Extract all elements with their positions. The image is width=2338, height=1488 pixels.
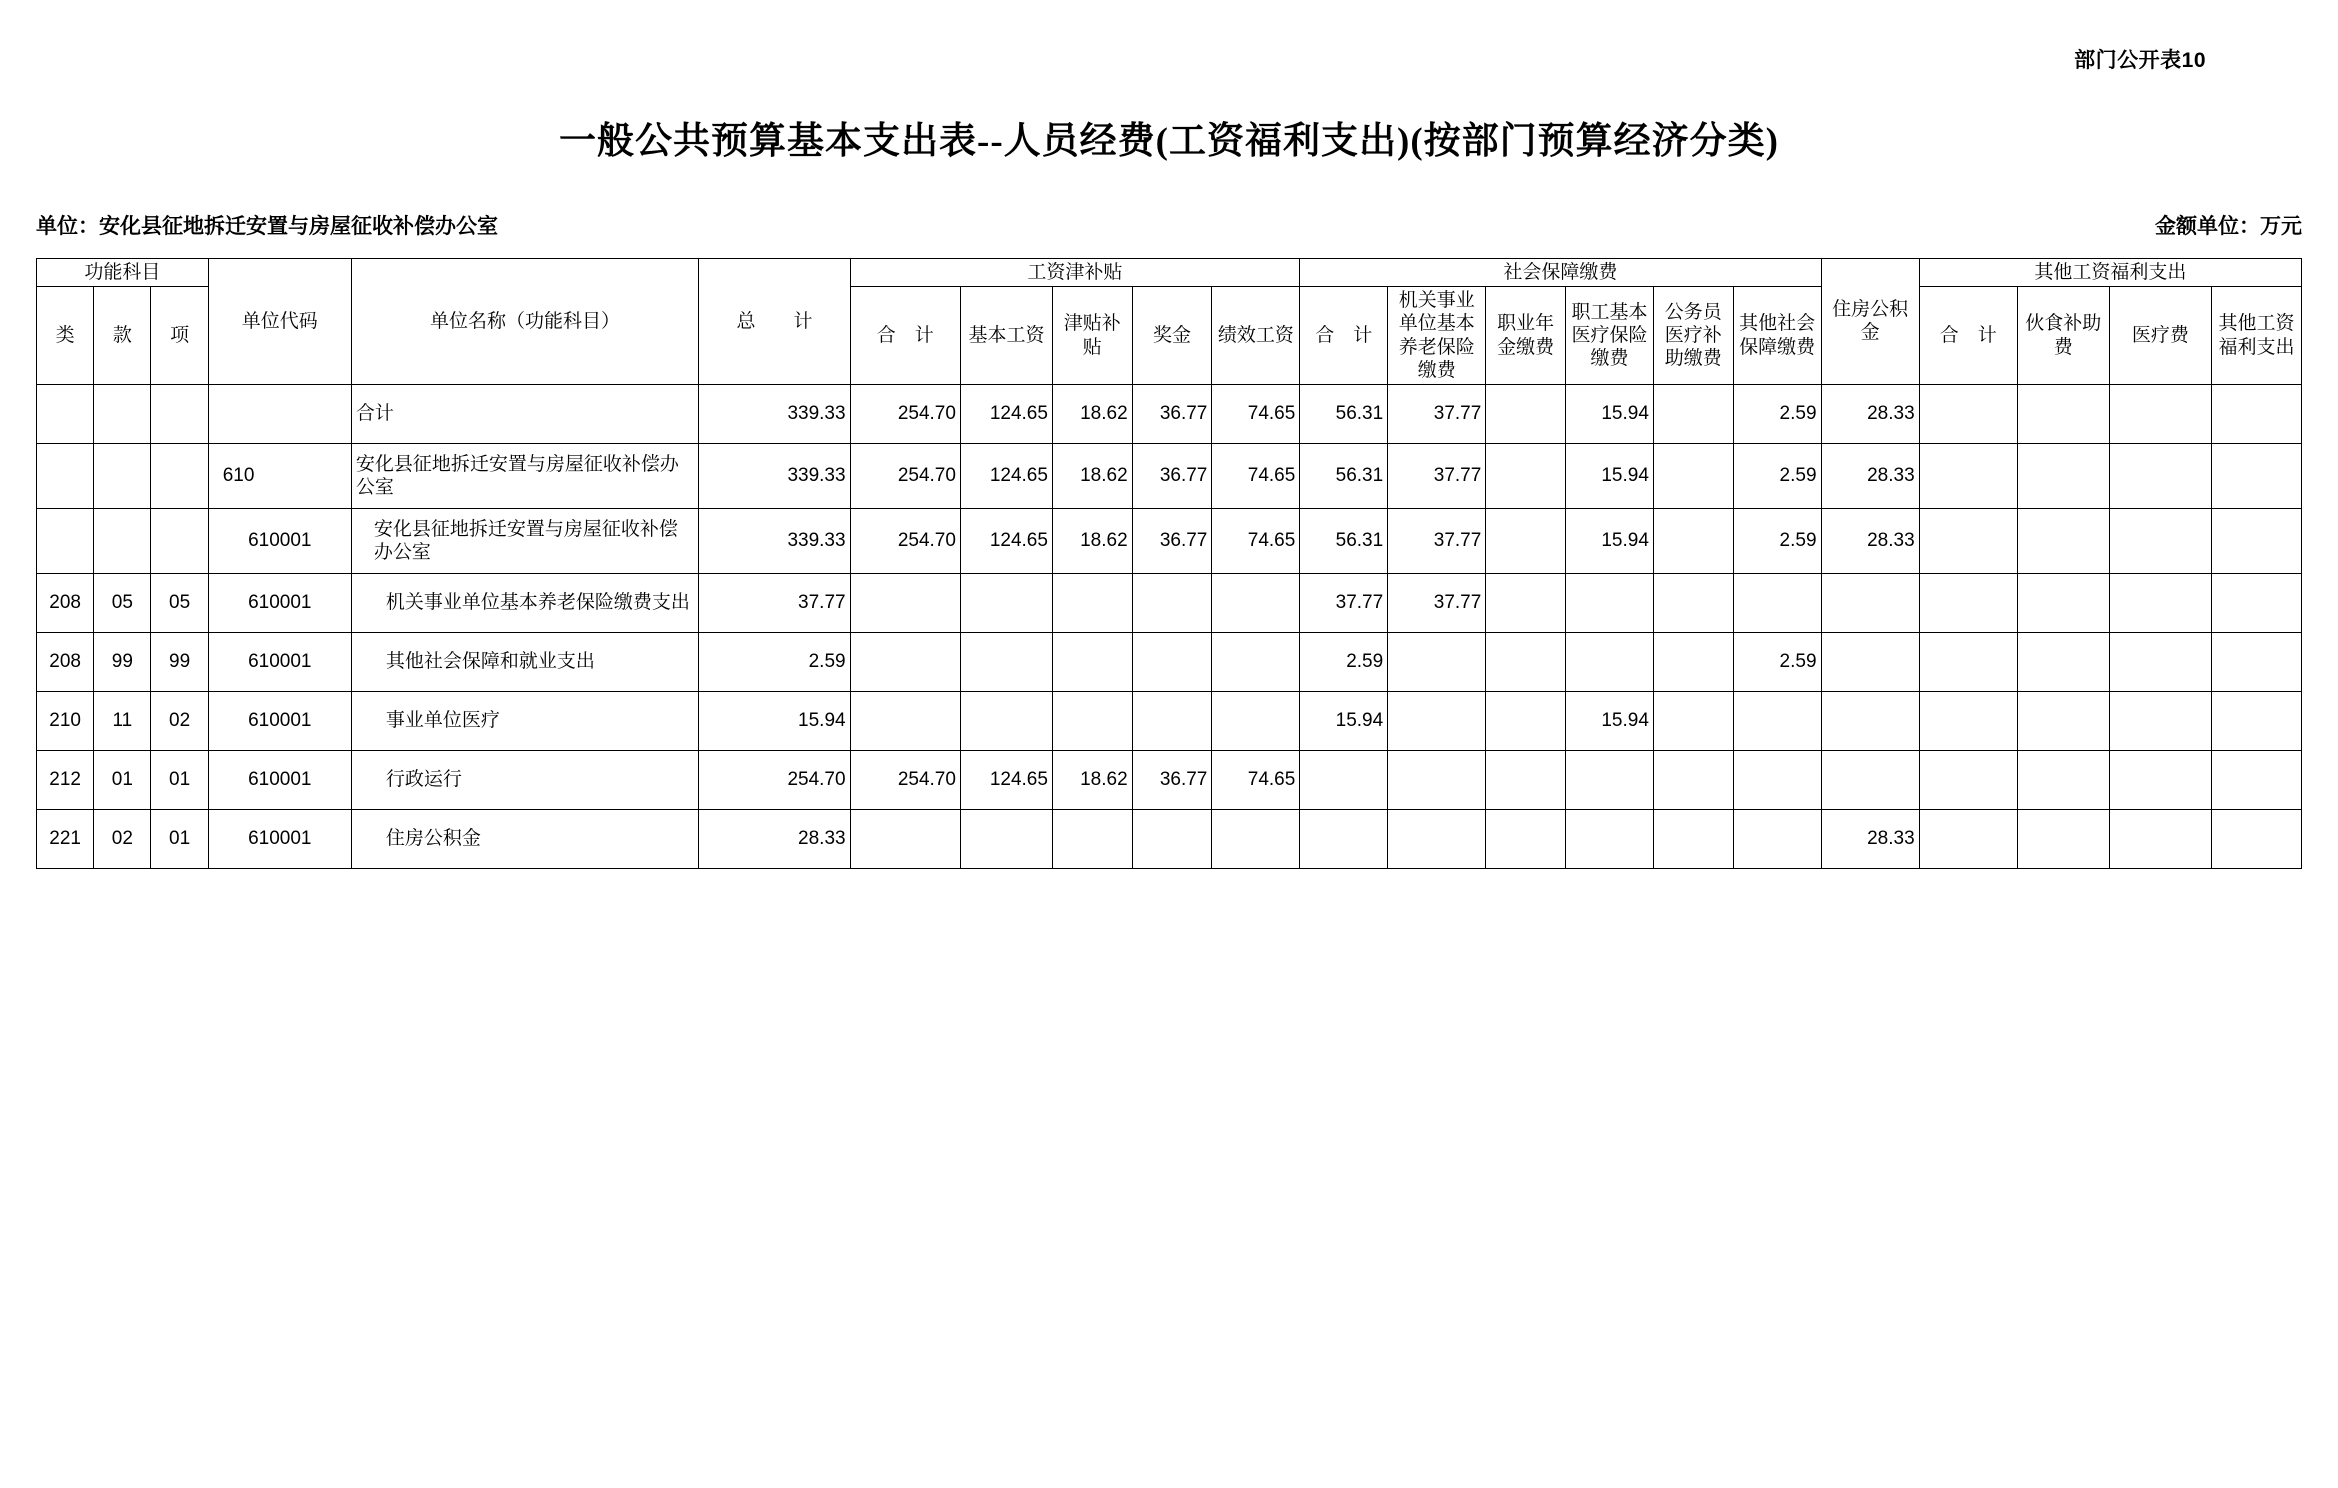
cell-pension: 37.77 xyxy=(1388,508,1486,573)
cell-other-welfare-expense xyxy=(2211,750,2301,809)
cell-allowance xyxy=(1052,809,1132,868)
cell-unit-code xyxy=(208,384,351,443)
cell-other-total xyxy=(1919,632,2017,691)
header-salary-allowance: 工资津补贴 xyxy=(850,259,1300,287)
cell-medical-insurance: 15.94 xyxy=(1566,443,1654,508)
cell-kuan xyxy=(94,384,151,443)
cell-civil-servant-medical xyxy=(1653,443,1733,508)
cell-salary-total xyxy=(850,691,960,750)
cell-bonus xyxy=(1132,691,1212,750)
cell-social-total: 56.31 xyxy=(1300,508,1388,573)
cell-other-social xyxy=(1733,809,1821,868)
cell-basic-salary: 124.65 xyxy=(960,750,1052,809)
cell-other-social: 2.59 xyxy=(1733,508,1821,573)
cell-kuan: 11 xyxy=(94,691,151,750)
cell-civil-servant-medical xyxy=(1653,573,1733,632)
header-social-total: 合 计 xyxy=(1300,287,1388,385)
cell-medical-fee xyxy=(2109,508,2211,573)
cell-other-total xyxy=(1919,443,2017,508)
meta-row xyxy=(36,210,2302,240)
table-row xyxy=(37,573,2302,632)
cell-other-social: 2.59 xyxy=(1733,384,1821,443)
cell-other-welfare-expense xyxy=(2211,809,2301,868)
cell-allowance: 18.62 xyxy=(1052,508,1132,573)
cell-other-social xyxy=(1733,750,1821,809)
cell-salary-total: 254.70 xyxy=(850,443,960,508)
cell-bonus xyxy=(1132,809,1212,868)
header-row-groups xyxy=(37,259,2302,287)
cell-bonus: 36.77 xyxy=(1132,384,1212,443)
cell-housing-fund: 28.33 xyxy=(1821,809,1919,868)
header-meal-subsidy: 伙食补助费 xyxy=(2017,287,2109,385)
cell-medical-insurance xyxy=(1566,573,1654,632)
cell-xiang: 99 xyxy=(151,632,208,691)
cell-other-social: 2.59 xyxy=(1733,632,1821,691)
header-other-welfare: 其他工资福利支出 xyxy=(1919,259,2301,287)
cell-salary-total: 254.70 xyxy=(850,750,960,809)
cell-xiang: 01 xyxy=(151,809,208,868)
cell-other-total xyxy=(1919,750,2017,809)
cell-pension xyxy=(1388,691,1486,750)
cell-medical-insurance: 15.94 xyxy=(1566,691,1654,750)
cell-unit-name: 合计 xyxy=(351,384,699,443)
cell-unit-code: 610 xyxy=(208,443,351,508)
cell-other-social xyxy=(1733,573,1821,632)
cell-occupational-annuity xyxy=(1486,508,1566,573)
cell-social-total: 2.59 xyxy=(1300,632,1388,691)
cell-unit-name: 安化县征地拆迁安置与房屋征收补偿办公室 xyxy=(351,508,699,573)
cell-allowance: 18.62 xyxy=(1052,443,1132,508)
cell-other-welfare-expense xyxy=(2211,691,2301,750)
cell-basic-salary xyxy=(960,691,1052,750)
cell-bonus: 36.77 xyxy=(1132,508,1212,573)
cell-occupational-annuity xyxy=(1486,750,1566,809)
cell-salary-total: 254.70 xyxy=(850,508,960,573)
cell-total: 339.33 xyxy=(699,508,850,573)
cell-unit-name: 事业单位医疗 xyxy=(351,691,699,750)
cell-meal-subsidy xyxy=(2017,443,2109,508)
cell-lei: 208 xyxy=(37,573,94,632)
table-row xyxy=(37,384,2302,443)
budget-table-body xyxy=(37,384,2302,868)
cell-lei: 210 xyxy=(37,691,94,750)
header-social-security: 社会保障缴费 xyxy=(1300,259,1821,287)
cell-meal-subsidy xyxy=(2017,508,2109,573)
cell-other-welfare-expense xyxy=(2211,443,2301,508)
cell-lei: 208 xyxy=(37,632,94,691)
cell-medical-fee xyxy=(2109,691,2211,750)
cell-other-social xyxy=(1733,691,1821,750)
cell-social-total: 56.31 xyxy=(1300,384,1388,443)
cell-civil-servant-medical xyxy=(1653,809,1733,868)
cell-unit-code: 610001 xyxy=(208,573,351,632)
table-row xyxy=(37,443,2302,508)
cell-allowance xyxy=(1052,573,1132,632)
cell-bonus: 36.77 xyxy=(1132,750,1212,809)
cell-xiang: 02 xyxy=(151,691,208,750)
cell-other-welfare-expense xyxy=(2211,508,2301,573)
cell-total: 2.59 xyxy=(699,632,850,691)
cell-occupational-annuity xyxy=(1486,632,1566,691)
cell-occupational-annuity xyxy=(1486,573,1566,632)
cell-social-total: 56.31 xyxy=(1300,443,1388,508)
header-allowance: 津贴补贴 xyxy=(1052,287,1132,385)
cell-lei xyxy=(37,443,94,508)
cell-performance-salary xyxy=(1212,573,1300,632)
cell-unit-code: 610001 xyxy=(208,809,351,868)
cell-lei xyxy=(37,508,94,573)
cell-kuan: 01 xyxy=(94,750,151,809)
budget-table-wrapper xyxy=(36,258,2302,869)
header-xiang: 项 xyxy=(151,287,208,385)
cell-allowance: 18.62 xyxy=(1052,750,1132,809)
cell-unit-name: 安化县征地拆迁安置与房屋征收补偿办公室 xyxy=(351,443,699,508)
cell-basic-salary: 124.65 xyxy=(960,508,1052,573)
header-medical-fee: 医疗费 xyxy=(2109,287,2211,385)
cell-xiang xyxy=(151,508,208,573)
cell-pension: 37.77 xyxy=(1388,443,1486,508)
cell-salary-total xyxy=(850,809,960,868)
header-civil-servant-medical: 公务员医疗补助缴费 xyxy=(1653,287,1733,385)
cell-social-total: 15.94 xyxy=(1300,691,1388,750)
header-performance-salary: 绩效工资 xyxy=(1212,287,1300,385)
cell-civil-servant-medical xyxy=(1653,508,1733,573)
cell-medical-insurance xyxy=(1566,632,1654,691)
header-bonus: 奖金 xyxy=(1132,287,1212,385)
cell-total: 28.33 xyxy=(699,809,850,868)
cell-salary-total xyxy=(850,632,960,691)
header-other-welfare-expense: 其他工资福利支出 xyxy=(2211,287,2301,385)
cell-unit-code: 610001 xyxy=(208,691,351,750)
cell-total: 15.94 xyxy=(699,691,850,750)
header-total: 总 计 xyxy=(699,259,850,385)
cell-housing-fund xyxy=(1821,750,1919,809)
cell-other-total xyxy=(1919,691,2017,750)
cell-xiang xyxy=(151,443,208,508)
cell-housing-fund: 28.33 xyxy=(1821,508,1919,573)
cell-total: 339.33 xyxy=(699,443,850,508)
unit-label: 单位：安化县征地拆迁安置与房屋征收补偿办公室 xyxy=(36,215,498,238)
cell-kuan xyxy=(94,508,151,573)
cell-pension xyxy=(1388,632,1486,691)
cell-meal-subsidy xyxy=(2017,384,2109,443)
cell-meal-subsidy xyxy=(2017,691,2109,750)
cell-salary-total: 254.70 xyxy=(850,384,960,443)
cell-medical-insurance: 15.94 xyxy=(1566,508,1654,573)
cell-housing-fund: 28.33 xyxy=(1821,443,1919,508)
header-pension: 机关事业单位基本养老保险缴费 xyxy=(1388,287,1486,385)
cell-meal-subsidy xyxy=(2017,750,2109,809)
cell-other-social: 2.59 xyxy=(1733,443,1821,508)
cell-unit-name: 住房公积金 xyxy=(351,809,699,868)
table-row xyxy=(37,691,2302,750)
cell-unit-name: 其他社会保障和就业支出 xyxy=(351,632,699,691)
cell-performance-salary xyxy=(1212,632,1300,691)
cell-basic-salary: 124.65 xyxy=(960,443,1052,508)
table-row xyxy=(37,809,2302,868)
cell-civil-servant-medical xyxy=(1653,632,1733,691)
cell-other-welfare-expense xyxy=(2211,573,2301,632)
cell-occupational-annuity xyxy=(1486,384,1566,443)
cell-total: 254.70 xyxy=(699,750,850,809)
cell-occupational-annuity xyxy=(1486,809,1566,868)
cell-performance-salary: 74.65 xyxy=(1212,443,1300,508)
cell-pension: 37.77 xyxy=(1388,573,1486,632)
cell-basic-salary: 124.65 xyxy=(960,384,1052,443)
cell-pension xyxy=(1388,750,1486,809)
cell-unit-code: 610001 xyxy=(208,508,351,573)
cell-housing-fund xyxy=(1821,573,1919,632)
cell-allowance xyxy=(1052,691,1132,750)
cell-basic-salary xyxy=(960,573,1052,632)
cell-allowance xyxy=(1052,632,1132,691)
cell-lei: 221 xyxy=(37,809,94,868)
cell-housing-fund xyxy=(1821,632,1919,691)
cell-medical-fee xyxy=(2109,750,2211,809)
cell-unit-name: 机关事业单位基本养老保险缴费支出 xyxy=(351,573,699,632)
cell-performance-salary: 74.65 xyxy=(1212,384,1300,443)
table-row xyxy=(37,632,2302,691)
header-kuan: 款 xyxy=(94,287,151,385)
cell-meal-subsidy xyxy=(2017,632,2109,691)
header-unit-name: 单位名称（功能科目） xyxy=(351,259,699,385)
page-title: 一般公共预算基本支出表--人员经费(工资福利支出)(按部门预算经济分类) xyxy=(559,121,1779,162)
header-occupational-annuity: 职业年金缴费 xyxy=(1486,287,1566,385)
header-lei: 类 xyxy=(37,287,94,385)
cell-kuan xyxy=(94,443,151,508)
cell-performance-salary: 74.65 xyxy=(1212,508,1300,573)
table-row xyxy=(37,750,2302,809)
cell-meal-subsidy xyxy=(2017,809,2109,868)
cell-other-total xyxy=(1919,573,2017,632)
cell-total: 339.33 xyxy=(699,384,850,443)
cell-performance-salary xyxy=(1212,691,1300,750)
header-salary-total: 合 计 xyxy=(850,287,960,385)
cell-other-welfare-expense xyxy=(2211,632,2301,691)
cell-medical-fee xyxy=(2109,443,2211,508)
cell-salary-total xyxy=(850,573,960,632)
cell-kuan: 05 xyxy=(94,573,151,632)
cell-lei xyxy=(37,384,94,443)
cell-social-total xyxy=(1300,750,1388,809)
cell-bonus xyxy=(1132,632,1212,691)
cell-medical-fee xyxy=(2109,809,2211,868)
cell-allowance: 18.62 xyxy=(1052,384,1132,443)
cell-basic-salary xyxy=(960,809,1052,868)
cell-medical-fee xyxy=(2109,632,2211,691)
cell-medical-insurance: 15.94 xyxy=(1566,384,1654,443)
cell-housing-fund xyxy=(1821,691,1919,750)
cell-unit-code: 610001 xyxy=(208,750,351,809)
cell-xiang: 05 xyxy=(151,573,208,632)
cell-medical-insurance xyxy=(1566,809,1654,868)
cell-social-total xyxy=(1300,809,1388,868)
form-number-note: 部门公开表10 xyxy=(2074,49,2206,72)
budget-table xyxy=(36,258,2302,869)
cell-lei: 212 xyxy=(37,750,94,809)
cell-medical-fee xyxy=(2109,573,2211,632)
header-housing-fund: 住房公积金 xyxy=(1821,259,1919,385)
cell-bonus xyxy=(1132,573,1212,632)
cell-performance-salary: 74.65 xyxy=(1212,750,1300,809)
header-basic-salary: 基本工资 xyxy=(960,287,1052,385)
header-medical-insurance: 职工基本医疗保险缴费 xyxy=(1566,287,1654,385)
cell-civil-servant-medical xyxy=(1653,691,1733,750)
header-other-total: 合 计 xyxy=(1919,287,2017,385)
cell-occupational-annuity xyxy=(1486,443,1566,508)
cell-other-total xyxy=(1919,508,2017,573)
cell-social-total: 37.77 xyxy=(1300,573,1388,632)
cell-basic-salary xyxy=(960,632,1052,691)
header-other-social: 其他社会保障缴费 xyxy=(1733,287,1821,385)
cell-occupational-annuity xyxy=(1486,691,1566,750)
cell-kuan: 02 xyxy=(94,809,151,868)
header-unit-code: 单位代码 xyxy=(208,259,351,385)
cell-civil-servant-medical xyxy=(1653,384,1733,443)
cell-meal-subsidy xyxy=(2017,573,2109,632)
cell-unit-code: 610001 xyxy=(208,632,351,691)
cell-unit-name: 行政运行 xyxy=(351,750,699,809)
table-row xyxy=(37,508,2302,573)
cell-other-total xyxy=(1919,809,2017,868)
amount-unit-label: 金额单位：万元 xyxy=(2155,215,2302,238)
cell-total: 37.77 xyxy=(699,573,850,632)
cell-pension xyxy=(1388,809,1486,868)
cell-medical-fee xyxy=(2109,384,2211,443)
cell-pension: 37.77 xyxy=(1388,384,1486,443)
cell-housing-fund: 28.33 xyxy=(1821,384,1919,443)
cell-kuan: 99 xyxy=(94,632,151,691)
cell-civil-servant-medical xyxy=(1653,750,1733,809)
cell-other-welfare-expense xyxy=(2211,384,2301,443)
cell-other-total xyxy=(1919,384,2017,443)
header-function-subject: 功能科目 xyxy=(37,259,209,287)
cell-xiang: 01 xyxy=(151,750,208,809)
cell-medical-insurance xyxy=(1566,750,1654,809)
cell-xiang xyxy=(151,384,208,443)
cell-bonus: 36.77 xyxy=(1132,443,1212,508)
cell-performance-salary xyxy=(1212,809,1300,868)
